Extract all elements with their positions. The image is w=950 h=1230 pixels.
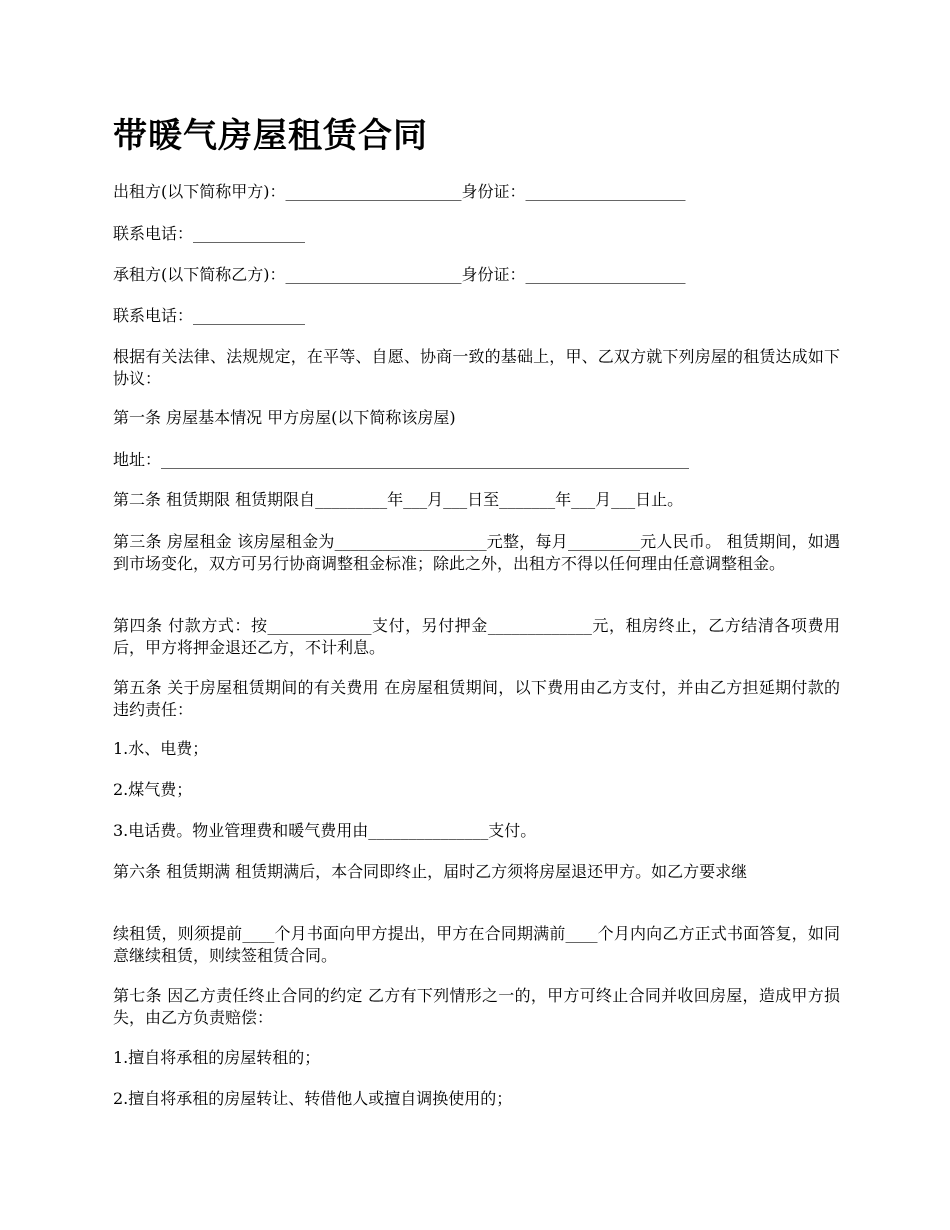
- breach-item-1: 1.擅自将承租的房屋转租的；: [113, 1048, 321, 1067]
- lessee-phone-line: 联系电话：______________: [113, 306, 306, 325]
- lessor-line: 出租方(以下简称甲方)：______________________身份证：____________________: [113, 182, 686, 201]
- breach-item-2: 2.擅自将承租的房屋转让、转借他人或擅自调换使用的；: [113, 1089, 513, 1108]
- preamble-paragraph: 根据有关法律、法规规定，在平等、自愿、协商一致的基础上，甲、乙双方就下列房屋的租赁达成如下协议：: [113, 347, 840, 388]
- address-line: 地址：__________________________________________________________________: [113, 450, 690, 469]
- article-7-paragraph: 第七条 因乙方责任终止合同的约定 乙方有下列情形之一的，甲方可终止合同并收回房屋，造成甲方损失，由乙方负责赔偿：: [113, 986, 840, 1027]
- lessor-phone-line: 联系电话：______________: [113, 224, 306, 243]
- article-2-paragraph: 第二条 租赁期限 租赁期限自_________年___月___日至_______年___月___日止。: [113, 490, 684, 509]
- article-6-continuation: 续租赁，则须提前____个月书面向甲方提出，甲方在合同期满前____个月内向乙方正式书面答复，如同意继续租赁，则续签租赁合同。: [113, 924, 840, 965]
- article-6-paragraph: 第六条 租赁期满 租赁期满后，本合同即终止，届时乙方须将房屋退还甲方。如乙方要求继: [113, 862, 748, 881]
- article-4-paragraph: 第四条 付款方式：按_____________支付，另付押金_____________元，租房终止，乙方结清各项费用后，甲方将押金退还乙方，不计利息。: [113, 616, 840, 657]
- fee-item-1: 1.水、电费；: [113, 739, 209, 758]
- fee-item-2: 2.煤气费；: [113, 780, 193, 799]
- document-title: 带暖气房屋租赁合同: [113, 116, 428, 156]
- article-1-paragraph: 第一条 房屋基本情况 甲方房屋(以下简称该房屋): [113, 408, 456, 427]
- article-3-paragraph: 第三条 房屋租金 该房屋租金为___________________元整，每月_________元人民币。 租赁期间，如遇到市场变化，双方可另行协商调整租金标准；除此之外，出租方不得以任何理由任意调整租金。: [113, 532, 840, 573]
- lessee-line: 承租方(以下简称乙方)：______________________身份证：____________________: [113, 265, 686, 284]
- fee-item-3: 3.电话费。物业管理费和暖气费用由_______________支付。: [113, 821, 537, 840]
- article-5-paragraph: 第五条 关于房屋租赁期间的有关费用 在房屋租赁期间，以下费用由乙方支付，并由乙方担延期付款的违约责任：: [113, 678, 840, 719]
